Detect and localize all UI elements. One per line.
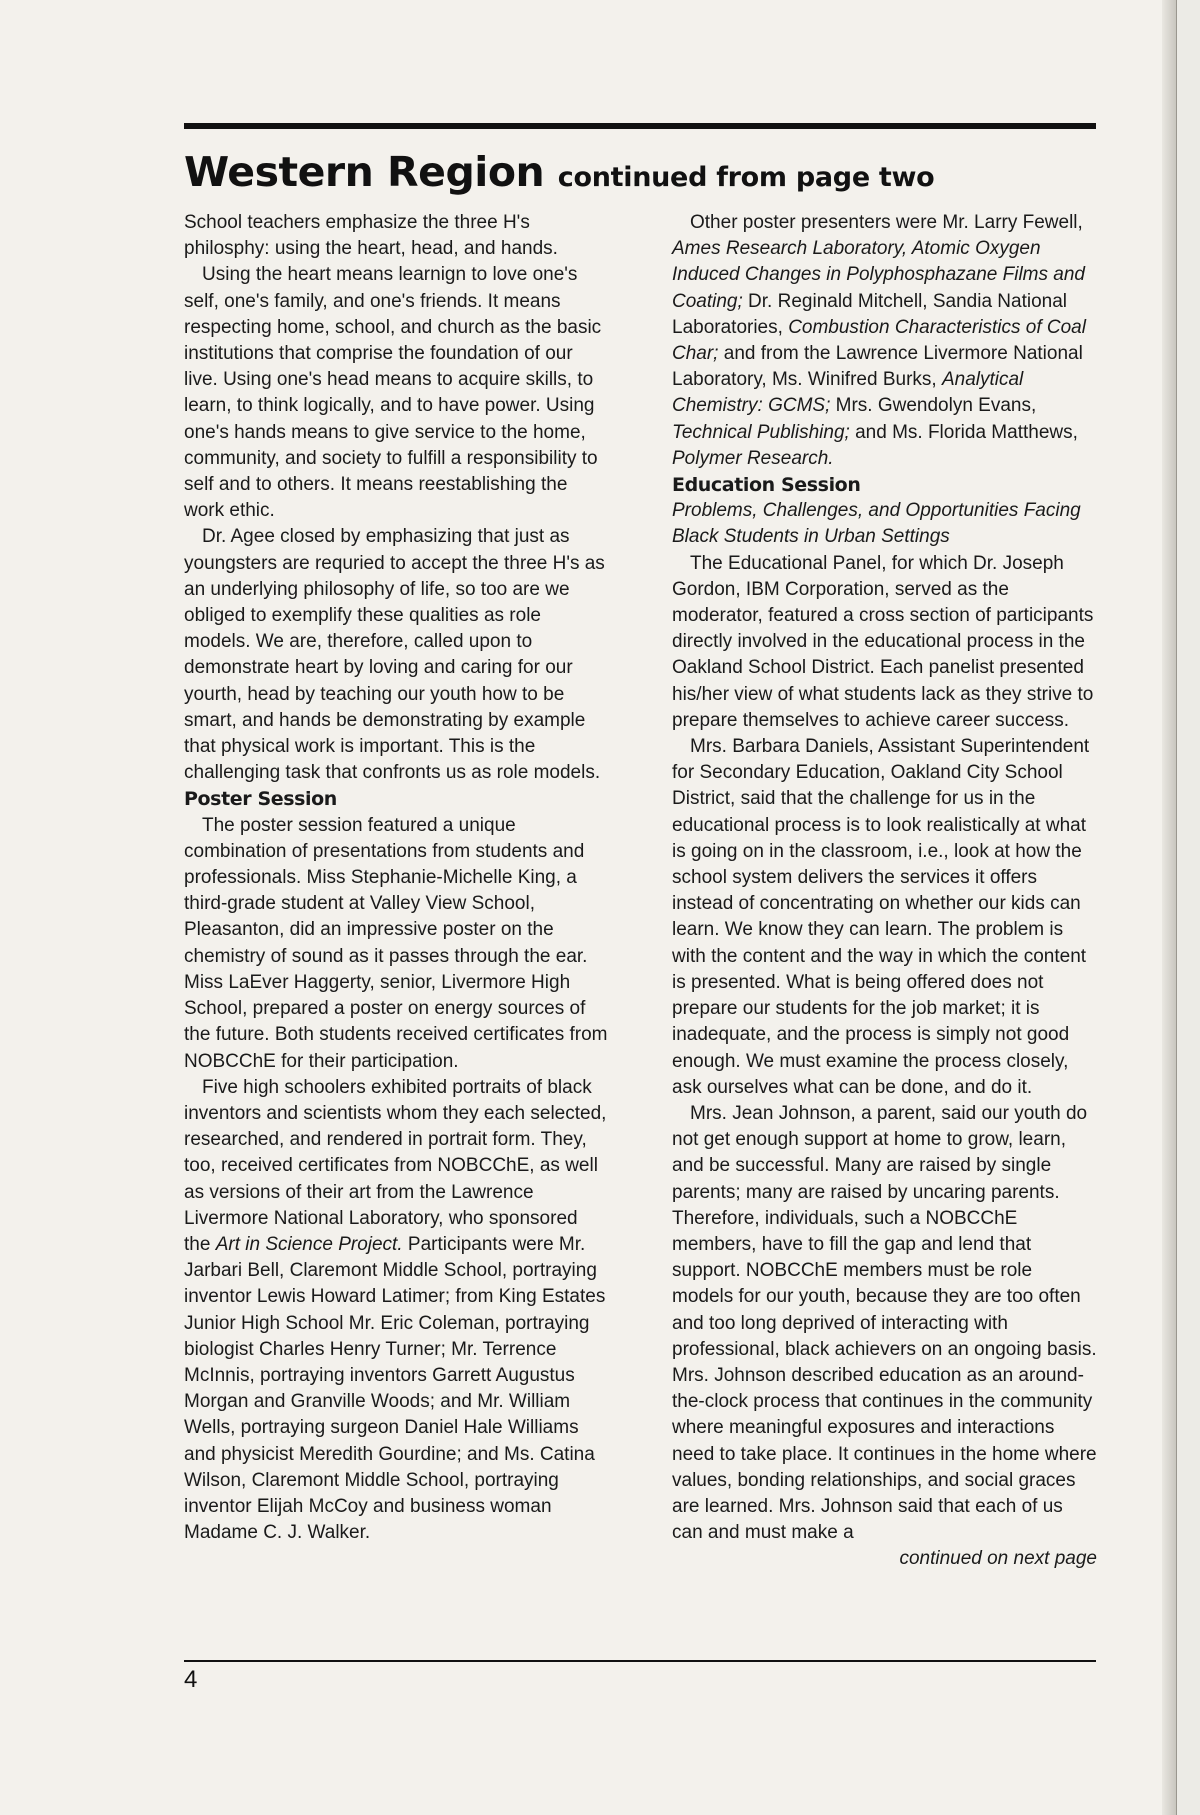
page-heading	[184, 148, 1114, 196]
left-paragraph-5-text-a: Five high schoolers exhibited portraits of black inventors and scientists whom they each selected, researched, and rendered in portrait form. They, too, received certificates from NOBCChE, as well as versions of their art from the Lawrence Livermore National Laboratory, who sponsored the	[184, 1076, 607, 1255]
left-paragraph-4: The poster session featured a unique combination of presentations from students and professionals. Miss Stephanie-Michelle King, a third-grade student at Valley View School, Pleasanton, did an impressive poster on the chemistry of sound as it passes through the ear. Miss LaEver Haggerty, senior, Livermore High School, prepared a poster on energy sources of the future. Both students received certificates from NOBCChE for their participation.	[184, 814, 608, 1072]
right-paragraph-4: Mrs. Jean Johnson, a parent, said our youth do not get enough support at home to grow, learn, and be successful. Many are raised by single parents; many are raised by uncaring parents. Therefore, individuals, such a NOBCChE members, have to fill the gap and lend that support. NOBCChE members must be role models for our youth, because they are too often and too long deprived of interacting with professional, black achievers on an ongoing basis. Mrs. Johnson described education as an around-the-clock process that continues in the community where meaningful exposures and interactions need to take place. It continues in the home where values, bonding relationships, and social graces are learned. Mrs. Johnson said that each of us can and must make a	[672, 1102, 1097, 1544]
right-paragraph-1	[672, 210, 1097, 472]
page-gutter-shadow	[1162, 0, 1176, 1815]
left-paragraph-5-text-b: Participants were Mr. Jarbari Bell, Claremont Middle School, portraying inventor Lewis Howard Latimer; from King Estates Junior High School Mr. Eric Coleman, portraying biologist Charles Henry Turner; Mr. Terrence McInnis, portraying inventors Garrett Augustus Morgan and Granville Woods; and Mr. William Wells, portraying surgeon Daniel Hale Williams and physicist Meredith Gourdine; and Ms. Catina Wilson, Claremont Middle School, portraying inventor Elijah McCoy and business woman Madame C. J. Walker.	[184, 1233, 606, 1544]
right-column	[672, 210, 1097, 1573]
right-paragraph-1-text-d: Mrs. Gwendolyn Evans,	[830, 395, 1037, 417]
heading-subtitle: continued from page two	[557, 162, 935, 193]
right-paragraph-1-text-b: Dr. Reginald Mitchell, Sandia National Laboratories,	[672, 290, 1068, 338]
left-column	[184, 210, 609, 1546]
left-paragraph-1: School teachers emphasize the three H's philosphy: using the heart, head, and hands.	[184, 212, 558, 260]
adjacent-page-edge	[1176, 0, 1200, 1815]
education-session-subtitle: Problems, Challenges, and Opportunities Facing Black Students in Urban Settings	[672, 500, 1081, 548]
left-paragraph-5	[184, 1075, 609, 1547]
poster-title-2: Combustion Characteristics of Coal Char;	[672, 316, 1086, 365]
left-paragraph-3: Dr. Agee closed by emphasizing that just as youngsters are requried to accept the three H's as an underlying philosophy of life, so too are we obliged to exemplify these qualities as role models. We are, therefore, called upon to demonstrate heart by loving and caring for our yourth, head by teaching our youth how to be smart, and hands be demonstrating by example that physical work is important. This is the challenging task that confronts us as role models.	[184, 526, 605, 784]
right-paragraph-1-text-c: and from the Lawrence Livermore National Laboratory, Ms. Winifred Burks,	[672, 343, 1083, 391]
poster-title-5: Polymer Research.	[672, 447, 834, 469]
education-session-heading: Education Session	[672, 474, 861, 497]
right-paragraph-1-text-a: Other poster presenters were Mr. Larry Fewell,	[690, 212, 1083, 233]
right-paragraph-1-text-e: and Ms. Florida Matthews,	[849, 421, 1078, 443]
poster-title-4: Technical Publishing;	[672, 421, 850, 443]
continued-on-next-page: continued on next page	[899, 1548, 1097, 1570]
top-rule	[184, 123, 1096, 129]
poster-title-3: Analytical Chemistry: GCMS;	[672, 369, 1024, 417]
heading-title: Western Region	[184, 148, 545, 196]
page-number: 4	[184, 1666, 198, 1693]
bottom-rule	[184, 1660, 1096, 1662]
left-paragraph-2: Using the heart means learnign to love one's self, one's family, and one's friends. It means respecting home, school, and church as the basic institutions that comprise the foundation of our live. Using one's head means to acquire skills, to learn, to think logically, and to have power. Using one's hands means to give service to the home, community, and society to fulfill a responsibility to self and to others. It means reestablishing the work ethic.	[184, 264, 602, 522]
right-paragraph-3: Mrs. Barbara Daniels, Assistant Superintendent for Secondary Education, Oakland City School District, said that the challenge for us in the educational process is to look realistically at what is going on in the classroom, i.e., look at how the school system delivers the services it offers instead of concentrating on whether our kids can learn. We know they can learn. The problem is with the content and the way in which the content is presented. What is being offered does not prepare our students for the job market; it is inadequate, and the process is simply not good enough. We must examine the process closely, ask ourselves what can be done, and do it.	[672, 736, 1090, 1098]
art-in-science-project-title: Art in Science Project.	[215, 1233, 403, 1255]
poster-title-1: Ames Research Laboratory, Atomic Oxygen Induced Changes in Polyphosphazane Films and Coating;	[672, 238, 1085, 312]
right-paragraph-2: The Educational Panel, for which Dr. Joseph Gordon, IBM Corporation, served as the moderator, featured a cross section of participants directly involved in the educational process in the Oakland School District. Each panelist presented his/her view of what students lack as they strive to prepare themselves to achieve career success.	[672, 552, 1094, 731]
poster-session-heading: Poster Session	[184, 788, 337, 811]
